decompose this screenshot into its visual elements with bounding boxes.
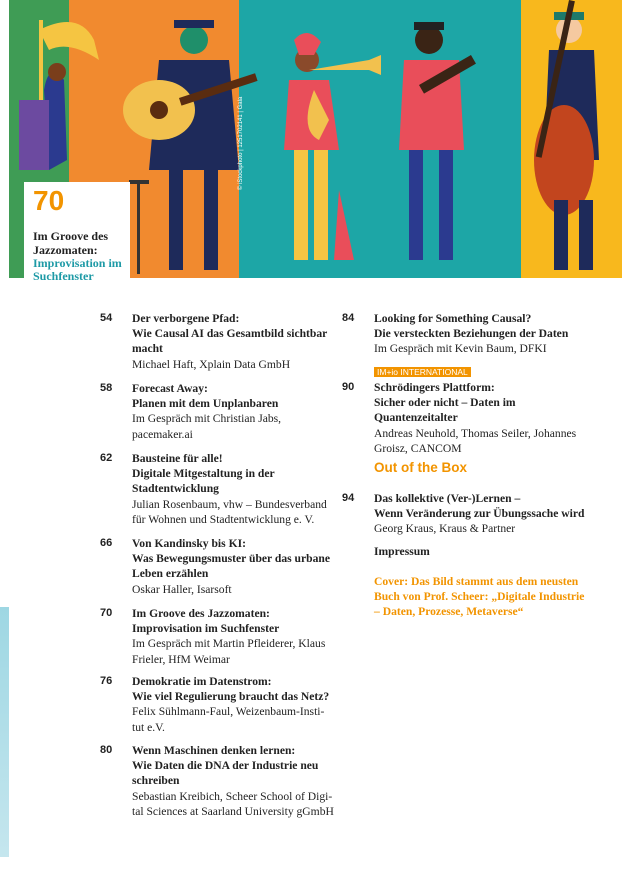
cover-teaser[interactable]: [24, 182, 130, 283]
photo-credit: © iStockphoto | 1251702141 | Gala: [238, 96, 244, 190]
teaser-page-number: 70: [33, 185, 65, 216]
teaser-subtitle: Improvisation im Suchfenster: [33, 256, 122, 283]
toc-page-number: 54: [100, 312, 113, 324]
section-title: Out of the Box: [374, 460, 467, 475]
cover-note: Cover: Das Bild stammt aus dem neusten Buch von Prof. Scheer: „Digitale Industrie – Daten, Prozesse, Metaverse“: [374, 575, 585, 619]
toc-page-number: 58: [100, 382, 113, 394]
toc-page-number: 76: [100, 675, 113, 687]
toc-page-number: 62: [100, 452, 113, 464]
toc-page-number: 66: [100, 537, 113, 549]
teaser-title: Im Groove des Jazzomaten:: [33, 229, 109, 257]
toc-page-number: 70: [100, 607, 113, 619]
toc-page-number: 90: [342, 381, 355, 393]
page-edge-strip: [0, 607, 9, 857]
toc-page-number: 80: [100, 744, 113, 756]
toc-page-number: 84: [342, 312, 355, 324]
toc-page-number: 94: [342, 492, 355, 504]
impressum-link[interactable]: Impressum: [374, 545, 430, 558]
section-tag: IM+io INTERNATIONAL: [374, 367, 471, 377]
